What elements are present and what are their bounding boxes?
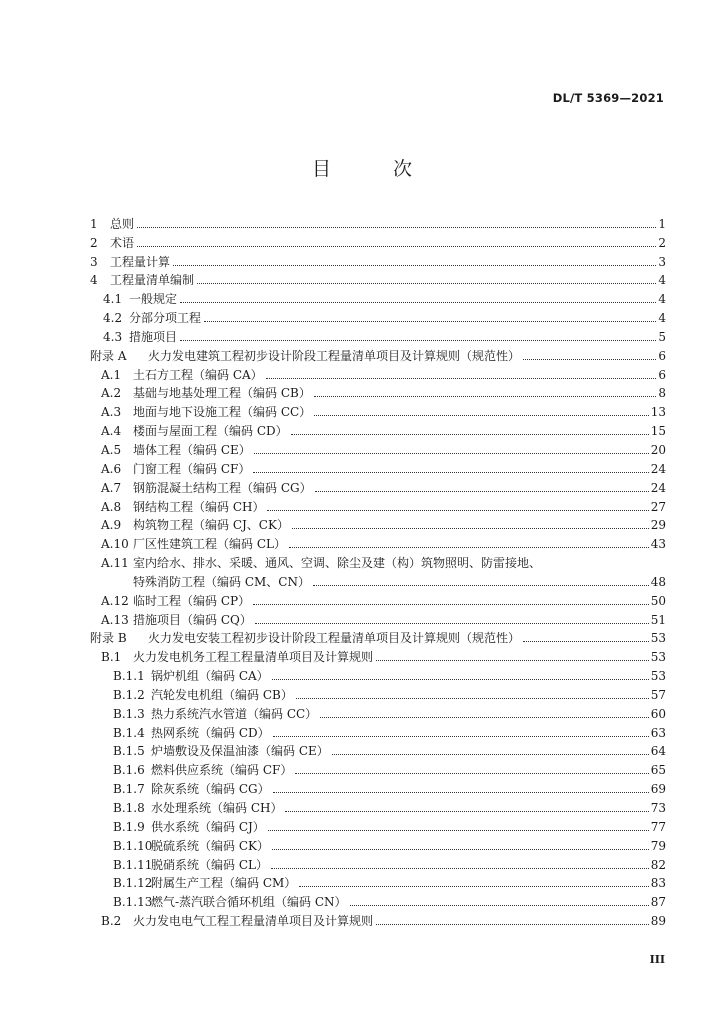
toc-entry-number: B.1.3 — [113, 706, 145, 721]
toc-entry-number: A.8 — [101, 499, 122, 514]
dot-leader — [180, 339, 656, 341]
toc-entry[interactable] — [90, 645, 666, 664]
toc-entry-title: 地面与地下设施工程（编码 CC） — [133, 405, 312, 420]
toc-entry[interactable] — [90, 532, 666, 551]
dot-leader — [523, 640, 649, 642]
dot-leader — [315, 490, 649, 492]
dot-leader — [180, 301, 656, 303]
toc-entry-page: 27 — [650, 499, 666, 514]
toc-entry-number: 1 — [90, 216, 98, 231]
dot-leader — [296, 697, 649, 699]
toc-entry-number: 3 — [90, 254, 98, 269]
toc-entry-number: A.6 — [101, 461, 122, 476]
toc-entry-page: 83 — [650, 876, 666, 891]
toc-entry-page: 89 — [650, 914, 666, 929]
dot-leader — [273, 791, 649, 793]
dot-leader — [204, 320, 656, 322]
dot-leader — [285, 810, 648, 812]
toc-entry[interactable] — [90, 570, 666, 589]
toc-entry-number: B.1.2 — [113, 687, 145, 702]
toc-entry-number: A.7 — [101, 480, 122, 495]
toc-entry[interactable] — [90, 514, 666, 533]
toc-entry-title: 工程量清单编制 — [110, 273, 195, 288]
dot-leader — [523, 358, 656, 360]
toc-entry[interactable] — [90, 853, 666, 872]
toc-entry-page: 29 — [650, 518, 666, 533]
toc-entry-page: 1 — [658, 216, 666, 231]
toc-entry-page: 64 — [650, 744, 666, 759]
toc-entry-title: 火力发电电气工程工程量清单项目及计算规则 — [133, 914, 374, 929]
dot-leader — [271, 867, 649, 869]
toc-entry-title: 基础与地基处理工程（编码 CB） — [133, 386, 311, 401]
toc-entry-title: 工程量计算 — [110, 254, 171, 269]
toc-entry-number: B.1.4 — [113, 725, 145, 740]
toc-entry[interactable] — [90, 231, 666, 250]
toc-entry-number: B.1.11 — [113, 857, 153, 872]
toc-entry-page: 63 — [650, 725, 666, 740]
dot-leader — [137, 245, 656, 247]
toc-entry-number: B.1.5 — [113, 744, 145, 759]
toc-entry-number: B.1.1 — [113, 669, 145, 684]
dot-leader — [137, 226, 656, 228]
toc-entry-number: A.9 — [101, 518, 122, 533]
toc-entry[interactable] — [90, 777, 666, 796]
toc-entry-number: A.5 — [101, 442, 122, 457]
toc-entry-title: 燃料供应系统（编码 CF） — [151, 763, 293, 778]
toc-entry-page: 4 — [658, 292, 666, 307]
toc-entry-title: 楼面与屋面工程（编码 CD） — [133, 424, 288, 439]
toc-entry-page: 73 — [650, 801, 666, 815]
toc-entry-title: 特殊消防工程（编码 CM、CN） — [133, 574, 310, 589]
toc-entry-number: A.1 — [101, 367, 122, 382]
toc-entry[interactable] — [90, 269, 666, 288]
toc-entry-number: 2 — [90, 235, 98, 250]
toc-entry-page: 77 — [650, 819, 666, 834]
toc-entry-number: 4.3 — [103, 329, 123, 344]
toc-entry[interactable] — [90, 363, 666, 382]
toc-entry-title: 墙体工程（编码 CE） — [133, 442, 251, 457]
toc-entry[interactable] — [90, 419, 666, 438]
toc-entry-page: 8 — [658, 386, 666, 401]
toc-entry-number: 4.2 — [103, 311, 123, 326]
toc-entry-page: 4 — [658, 273, 666, 288]
toc-entry[interactable] — [90, 287, 666, 306]
toc-entry[interactable] — [90, 608, 666, 627]
toc-entry[interactable] — [90, 212, 666, 231]
toc-entry-number: A.12 — [101, 593, 129, 608]
toc-entry[interactable] — [90, 438, 666, 457]
toc-entry-number: 附录 A — [90, 348, 127, 363]
toc-entry-title: 附属生产工程（编码 CM） — [151, 876, 297, 891]
toc-entry-page: 53 — [650, 631, 666, 646]
toc-entry[interactable] — [90, 306, 666, 325]
dot-leader — [255, 622, 649, 624]
toc-entry[interactable] — [90, 495, 666, 514]
toc-entry-page: 4 — [658, 311, 666, 326]
toc-entry[interactable] — [90, 476, 666, 495]
toc-entry-number: A.3 — [101, 405, 122, 420]
dot-leader — [173, 264, 656, 266]
toc-entry-number: B.1.7 — [113, 782, 145, 797]
toc-entry[interactable] — [90, 834, 666, 853]
toc-entry[interactable] — [90, 457, 666, 476]
toc-entry-title: 钢结构工程（编码 CH） — [133, 499, 265, 514]
dot-leader — [376, 659, 649, 661]
toc-entry-number: B.1.9 — [113, 819, 145, 834]
page-number: III — [649, 953, 665, 966]
toc-entry[interactable] — [90, 796, 666, 815]
toc-entry[interactable] — [90, 740, 666, 759]
toc-entry-page: 79 — [650, 838, 666, 853]
toc-entry-page: 51 — [650, 612, 666, 627]
dot-leader — [253, 603, 649, 605]
toc-entry-page: 24 — [650, 480, 666, 495]
toc-entry-page: 43 — [650, 537, 666, 552]
toc-entry[interactable] — [90, 664, 666, 683]
dot-leader — [291, 433, 649, 435]
toc-entry[interactable] — [90, 683, 666, 702]
toc-entry-title: 措施项目 — [129, 329, 178, 344]
dot-leader — [272, 678, 649, 680]
toc-entry[interactable] — [90, 758, 666, 777]
toc-entry-number: B.1.13 — [113, 895, 153, 910]
toc-entry-title: 热力系统汽水管道（编码 CC） — [151, 706, 318, 721]
toc-entry-number: 附录 B — [90, 631, 127, 646]
toc-entry-number: 4.1 — [103, 292, 123, 307]
dot-leader — [197, 282, 656, 284]
toc-entry-number: B.1.12 — [113, 876, 153, 891]
toc-entry[interactable] — [90, 815, 666, 834]
dot-leader — [268, 829, 649, 831]
toc-entry-number: B.1 — [101, 650, 122, 665]
toc-entry-number: B.1.8 — [113, 801, 145, 815]
table-of-contents — [90, 212, 666, 928]
toc-entry-title: 措施项目（编码 CQ） — [133, 612, 252, 627]
toc-entry-title: 燃气-蒸汽联合循环机组（编码 CN） — [151, 895, 347, 910]
toc-entry[interactable] — [90, 702, 666, 721]
toc-entry-page: 60 — [650, 706, 666, 721]
toc-entry-number: 4 — [90, 273, 98, 288]
dot-leader — [267, 509, 648, 511]
toc-entry-page: 53 — [650, 650, 666, 665]
toc-entry-title: 术语 — [110, 235, 135, 250]
toc-entry-title: 火力发电建筑工程初步设计阶段工程量清单项目及计算规则（规范性） — [148, 348, 521, 363]
toc-entry-title: 炉墙敷设及保温油漆（编码 CE） — [151, 744, 329, 759]
toc-entry-title: 土石方工程（编码 CA） — [133, 367, 263, 382]
toc-entry-title: 厂区性建筑工程（编码 CL） — [133, 537, 286, 552]
toc-entry-title: 门窗工程（编码 CF） — [133, 461, 251, 476]
toc-entry-page: 87 — [650, 895, 666, 910]
toc-entry-title: 脱硫系统（编码 CK） — [151, 838, 269, 853]
toc-entry[interactable] — [90, 400, 666, 419]
toc-entry-page: 13 — [650, 405, 666, 420]
toc-entry[interactable] — [90, 909, 666, 928]
toc-entry-title: 火力发电机务工程工程量清单项目及计算规则 — [133, 650, 374, 665]
dot-leader — [299, 885, 648, 887]
dot-leader — [292, 527, 649, 529]
toc-entry-title: 火力发电安装工程初步设计阶段工程量清单项目及计算规则（规范性） — [148, 631, 521, 646]
toc-entry-title: 除灰系统（编码 CG） — [151, 782, 270, 797]
dot-leader — [272, 848, 649, 850]
dot-leader — [314, 414, 649, 416]
toc-entry-title: 钢筋混凝土结构工程（编码 CG） — [133, 480, 312, 495]
toc-entry-number: A.4 — [101, 424, 122, 439]
toc-entry-title: 分部分项工程 — [129, 311, 202, 326]
toc-entry[interactable] — [90, 872, 666, 891]
toc-entry[interactable] — [90, 382, 666, 401]
toc-entry-title: 水处理系统（编码 CH） — [151, 801, 283, 815]
toc-entry-page: 6 — [658, 348, 666, 363]
dot-leader — [376, 923, 649, 925]
toc-entry-number: B.1.10 — [113, 838, 153, 853]
dot-leader — [332, 753, 649, 755]
toc-entry-number: A.10 — [101, 537, 129, 552]
toc-entry-page: 24 — [650, 461, 666, 476]
toc-entry-title: 室内给水、排水、采暖、通风、空调、除尘及建（构）筑物照明、防雷接地、 — [133, 556, 542, 571]
toc-entry-page: 65 — [650, 763, 666, 778]
toc-entry-page: 6 — [658, 367, 666, 382]
toc-entry[interactable] — [90, 890, 666, 909]
toc-entry[interactable] — [90, 250, 666, 269]
toc-entry-title: 脱硝系统（编码 CL） — [151, 857, 268, 872]
toc-entry[interactable] — [90, 344, 666, 363]
toc-entry-title: 供水系统（编码 CJ） — [151, 819, 265, 834]
dot-leader — [320, 716, 649, 718]
toc-entry[interactable] — [90, 325, 666, 344]
toc-entry[interactable] — [90, 551, 666, 570]
toc-entry-page: 69 — [650, 782, 666, 797]
toc-entry[interactable] — [90, 589, 666, 608]
toc-entry-number: A.13 — [101, 612, 129, 627]
dot-leader — [253, 471, 648, 473]
dot-leader — [350, 904, 649, 906]
toc-entry-title: 构筑物工程（编码 CJ、CK） — [133, 518, 289, 533]
page-title: 目 次 — [311, 158, 441, 180]
toc-entry-page: 2 — [658, 235, 666, 250]
dot-leader — [314, 395, 657, 397]
toc-entry-page: 82 — [650, 857, 666, 872]
toc-entry-page: 5 — [658, 329, 666, 344]
toc-entry-page: 3 — [658, 254, 666, 269]
toc-entry-number: A.11 — [101, 556, 129, 571]
toc-entry-page: 57 — [650, 687, 666, 702]
toc-entry-title: 锅炉机组（编码 CA） — [151, 669, 269, 684]
toc-entry-page: 53 — [650, 669, 666, 684]
toc-entry-title: 热网系统（编码 CD） — [151, 725, 270, 740]
toc-entry-title: 一般规定 — [129, 292, 178, 307]
toc-entry-number: B.1.6 — [113, 763, 145, 778]
dot-leader — [273, 735, 649, 737]
dot-leader — [254, 452, 649, 454]
toc-entry-title: 汽轮发电机组（编码 CB） — [151, 687, 293, 702]
toc-entry[interactable] — [90, 721, 666, 740]
toc-entry[interactable] — [90, 627, 666, 646]
toc-entry-page: 20 — [650, 442, 666, 457]
dot-leader — [266, 377, 657, 379]
toc-entry-title: 临时工程（编码 CP） — [133, 593, 251, 608]
toc-entry-page: 50 — [650, 593, 666, 608]
dot-leader — [313, 584, 649, 586]
toc-entry-page: 48 — [650, 574, 666, 589]
toc-entry-number: B.2 — [101, 914, 122, 929]
dot-leader — [289, 546, 649, 548]
toc-entry-title: 总则 — [110, 216, 135, 231]
dot-leader — [295, 772, 648, 774]
document-code: DL/T 5369—2021 — [552, 91, 664, 105]
toc-entry-page: 15 — [650, 424, 666, 439]
toc-entry-number: A.2 — [101, 386, 122, 401]
